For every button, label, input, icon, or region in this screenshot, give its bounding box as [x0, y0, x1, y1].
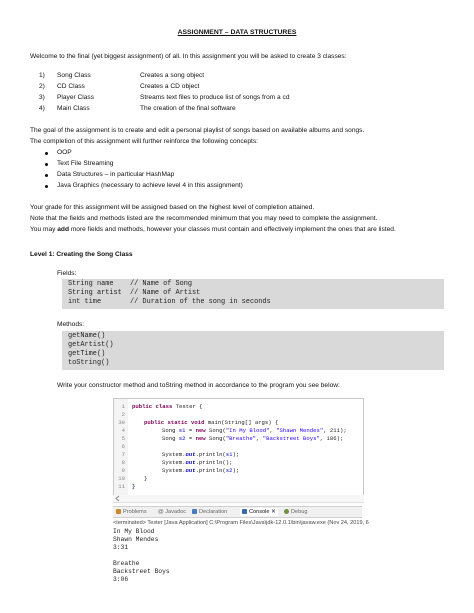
bullet-dot [45, 174, 48, 177]
line-number: 1 [121, 403, 125, 410]
line-number: 2 [121, 411, 125, 418]
tab-javadoc[interactable]: @ Javadoc [158, 509, 187, 515]
class-name-2: CD Class [57, 83, 85, 90]
code-line-11: } [132, 483, 136, 490]
tab-problems[interactable]: Problems [116, 508, 147, 516]
methods-code-block [62, 331, 444, 370]
class-desc-2: Creates a CD object [140, 83, 200, 90]
concept-item: Data Structures – in particular HashMap [57, 171, 175, 178]
problems-icon [116, 509, 121, 514]
line-number: 9 [121, 467, 125, 474]
method-line: getName() [68, 332, 106, 340]
goal-line-1: The goal of the assignment is to create and edit a personal playlist of songs based on available albums and songs. [30, 127, 365, 134]
line-number: 6 [121, 443, 125, 450]
class-desc-4: The creation of the final software [140, 105, 236, 112]
code-line-3: public static void main(String[] args) { [144, 419, 279, 426]
class-num-4: 4) [39, 105, 45, 112]
grade-line-2: Note that the fields and methods listed are the recommended minimum that you may need to complete the assignment. [30, 215, 378, 222]
tab-debug[interactable]: Debug [284, 508, 307, 516]
line-number-gutter [114, 399, 128, 496]
grade-line-1: Your grade for this assignment will be assigned based on the highest level of completion attained. [30, 204, 315, 211]
console-output[interactable] [113, 518, 369, 596]
grade-line-3 [30, 226, 396, 234]
console-line: Shawn Mendes [113, 536, 159, 543]
method-line: toString() [68, 359, 110, 367]
code-line-1: public class Tester { [132, 403, 203, 410]
code-line-7: System.out.println(s1); [162, 451, 240, 458]
class-name-4: Main Class [57, 105, 90, 112]
line-number: 8 [121, 459, 125, 466]
goal-line-2: The completion of this assignment will further reinforce the following concepts: [30, 138, 258, 145]
intro-text: Welcome to the final (yet biggest assignment) of all. In this assignment you will be asked to create 3 classes: [30, 53, 347, 60]
class-num-1: 1) [39, 72, 45, 79]
line-number: 10 [118, 475, 125, 482]
editor-horizontal-scrollbar[interactable] [113, 495, 364, 503]
console-line: 3:06 [113, 576, 129, 583]
method-line: getTime() [68, 350, 106, 358]
grade-line-3-post: more fields and methods, however your classes must contain and effectively implement the ones that are listed. [68, 226, 396, 233]
code-line-4: Song s1 = new Song("In My Blood", "Shawn Mendes", 211); [162, 427, 347, 434]
bullet-dot [45, 152, 48, 155]
concept-item: OOP [57, 149, 72, 156]
class-desc-3: Streams text files to produce list of songs from a cd [140, 94, 290, 101]
line-number: 3⊖ [118, 419, 125, 426]
concept-item: Text File Streaming [57, 160, 114, 167]
console-line: Backstreet Boys [113, 568, 170, 575]
class-num-2: 2) [39, 83, 45, 90]
debug-icon [284, 509, 289, 514]
code-line-8: System.out.println(); [162, 459, 233, 466]
line-number: 7 [121, 451, 125, 458]
instruction-text: Write your constructor method and toString method in accordance to the program you see below: [57, 382, 340, 389]
field-line: String name // Name of Song [68, 280, 193, 288]
field-line: int time // Duration of the song in seconds [68, 298, 271, 306]
bullet-dot [45, 185, 48, 188]
bullet-dot [45, 163, 48, 166]
tab-declaration[interactable]: Declaration [192, 508, 227, 516]
scroll-left-icon[interactable] [115, 495, 121, 502]
code-editor[interactable] [113, 398, 364, 497]
line-number: 5 [121, 435, 125, 442]
concept-item: Java Graphics (necessary to achieve level 4 in this assignment) [57, 182, 243, 189]
tab-console[interactable]: Console ✕ [240, 508, 278, 516]
line-number: 11 [118, 483, 125, 490]
console-terminated-line: <terminated> Tester [Java Application] C:\Program Files\Java\jdk-12.0.1\bin\javaw.exe (Nov 24, 2019, 6 [113, 520, 369, 526]
fields-code-block [62, 279, 444, 309]
methods-label: Methods: [57, 321, 85, 328]
console-line: 3:31 [113, 544, 129, 551]
method-line: getArtist() [68, 341, 114, 349]
panel-tab-bar [113, 506, 362, 518]
class-name-1: Song Class [57, 72, 91, 79]
console-icon [242, 509, 247, 514]
class-name-3: Player Class [57, 94, 95, 101]
grade-line-3-pre: You may [30, 226, 58, 233]
line-number: 4 [121, 427, 125, 434]
class-desc-1: Creates a song object [140, 72, 205, 79]
code-line-5: Song s2 = new Song("Breathe", "Backstreet Boys", 186); [162, 435, 344, 442]
console-line: In My Blood [113, 528, 155, 535]
declaration-icon [192, 509, 197, 514]
code-line-10: } [144, 475, 148, 482]
fields-label: Fields: [57, 270, 77, 277]
close-icon[interactable]: ✕ [271, 509, 276, 515]
doc-title: ASSIGNMENT – DATA STRUCTURES [177, 29, 297, 36]
code-line-9: System.out.println(s2); [162, 467, 240, 474]
grade-line-3-bold: add [57, 226, 69, 233]
level1-heading: Level 1: Creating the Song Class [30, 251, 133, 258]
field-line: String artist // Name of Artist [68, 289, 201, 297]
console-line: Breathe [113, 560, 140, 567]
class-num-3: 3) [39, 94, 45, 101]
